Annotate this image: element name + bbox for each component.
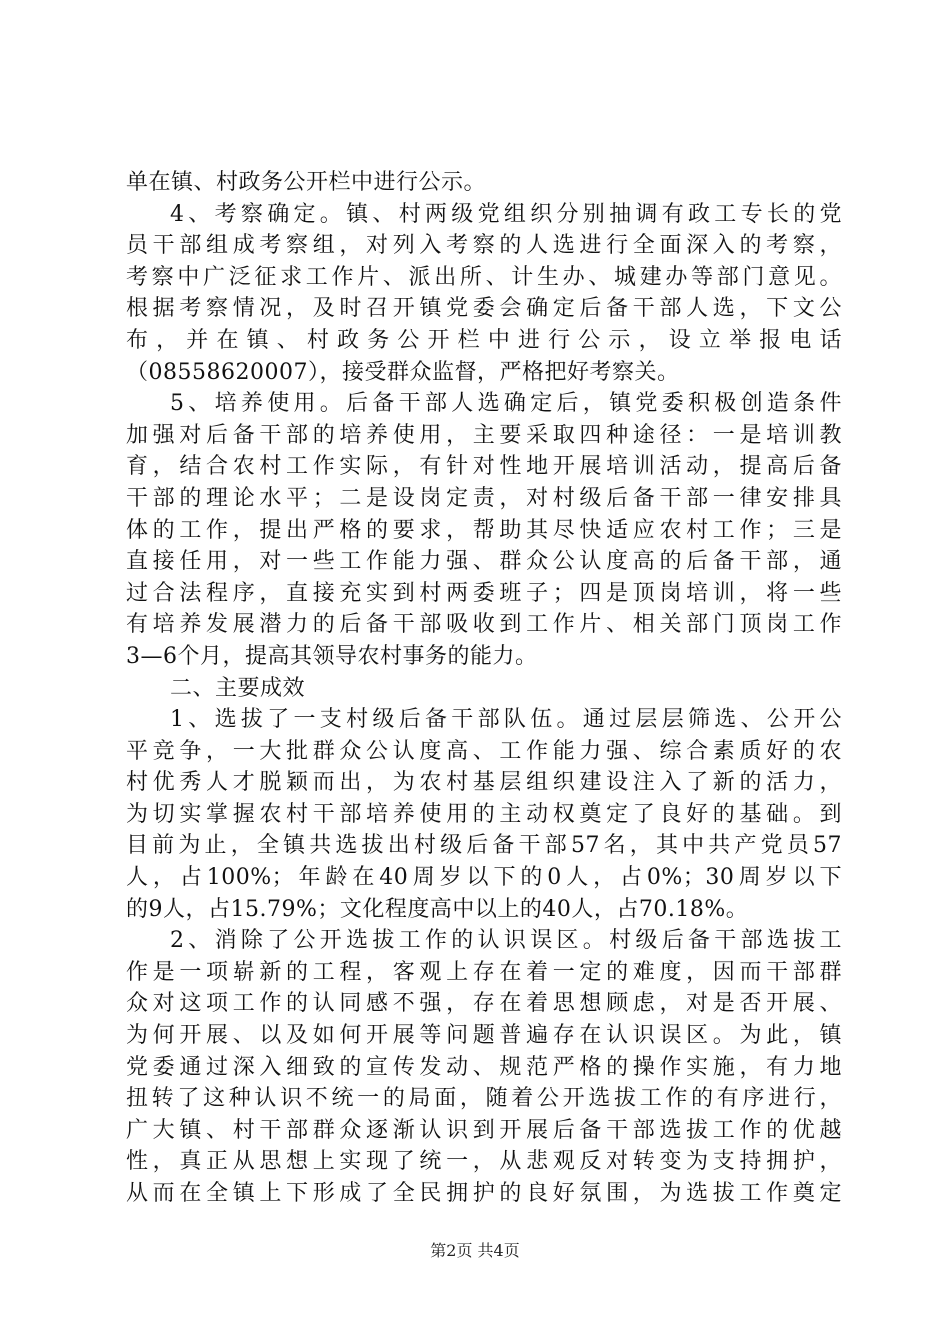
- text-line: 村优秀人才脱颖而出，为农村基层组织建设注入了新的活力，: [126, 770, 842, 796]
- text-line: 平竞争，一大批群众公认度高、工作能力强、综合素质好的农: [126, 738, 842, 764]
- text-line: 单在镇、村政务公开栏中进行公示。: [126, 170, 487, 195]
- text-line: 众对这项工作的认同感不强，存在着思想顾虑，对是否开展、: [126, 991, 842, 1017]
- text-line: 体的工作，提出严格的要求，帮助其尽快适应农村工作；三是: [126, 517, 842, 543]
- text-line: 过合法程序，直接充实到村两委班子；四是顶岗培训，将一些: [126, 580, 842, 606]
- text-line: 布，并在镇、村政务公开栏中进行公示，设立举报电话: [126, 327, 842, 353]
- text-line: 广大镇、村干部群众逐渐认识到开展后备干部选拔工作的优越: [126, 1117, 842, 1143]
- text-line: 加强对后备干部的培养使用，主要采取四种途径：一是培训教: [126, 422, 842, 448]
- text-line: 党委通过深入细致的宣传发动、规范严格的操作实施，有力地: [126, 1054, 842, 1080]
- text-line: 育，结合农村工作实际，有针对性地开展培训活动，提高后备: [126, 454, 842, 480]
- text-line: 员干部组成考察组，对列入考察的人选进行全面深入的考察，: [126, 233, 842, 259]
- text-line: 干部的理论水平；二是设岗定责，对村级后备干部一律安排具: [126, 485, 842, 511]
- text-line: 为何开展、以及如何开展等问题普遍存在认识误区。为此，镇: [126, 1023, 842, 1049]
- text-line: 目前为止，全镇共选拔出村级后备干部57名，其中共产党员57: [126, 833, 842, 859]
- page-number-footer: 第2页 共4页: [430, 1241, 520, 1260]
- text-line: 3—6个月，提高其领导农村事务的能力。: [126, 643, 538, 669]
- text-line: （08558620007），接受群众监督，严格把好考察关。: [126, 359, 680, 385]
- text-line: 直接任用，对一些工作能力强、群众公认度高的后备干部，通: [126, 549, 842, 575]
- text-line: 有培养发展潜力的后备干部吸收到工作片、相关部门顶岗工作: [126, 612, 842, 638]
- text-line: 根据考察情况，及时召开镇党委会确定后备干部人选，下文公: [126, 296, 842, 322]
- text-line: 从而在全镇上下形成了全民拥护的良好氛围，为选拔工作奠定: [126, 1181, 842, 1206]
- text-line: 扭转了这种认识不统一的局面，随着公开选拔工作的有序进行，: [126, 1086, 842, 1112]
- document-body: [126, 167, 842, 1210]
- text-line: 人，占100%；年龄在40周岁以下的0人，占0%；30周岁以下: [126, 865, 842, 891]
- text-line: 5、培养使用。后备干部人选确定后，镇党委积极创造条件: [170, 391, 842, 417]
- text-line: 4、考察确定。镇、村两级党组织分别抽调有政工专长的党: [170, 201, 842, 227]
- text-line: 性，真正从思想上实现了统一，从悲观反对转变为支持拥护，: [126, 1149, 842, 1175]
- text-line: 二、主要成效: [170, 675, 306, 701]
- text-line: 为切实掌握农村干部培养使用的主动权奠定了良好的基础。到: [126, 801, 842, 827]
- text-line: 1、选拔了一支村级后备干部队伍。通过层层筛选、公开公: [170, 707, 842, 733]
- text-line: 2、消除了公开选拔工作的认识误区。村级后备干部选拔工: [170, 928, 842, 954]
- text-line: 作是一项崭新的工程，客观上存在着一定的难度，因而干部群: [126, 959, 842, 985]
- text-line: 考察中广泛征求工作片、派出所、计生办、城建办等部门意见。: [126, 264, 842, 290]
- text-line: 的9人，占15.79%；文化程度高中以上的40人，占70.18%。: [126, 896, 749, 922]
